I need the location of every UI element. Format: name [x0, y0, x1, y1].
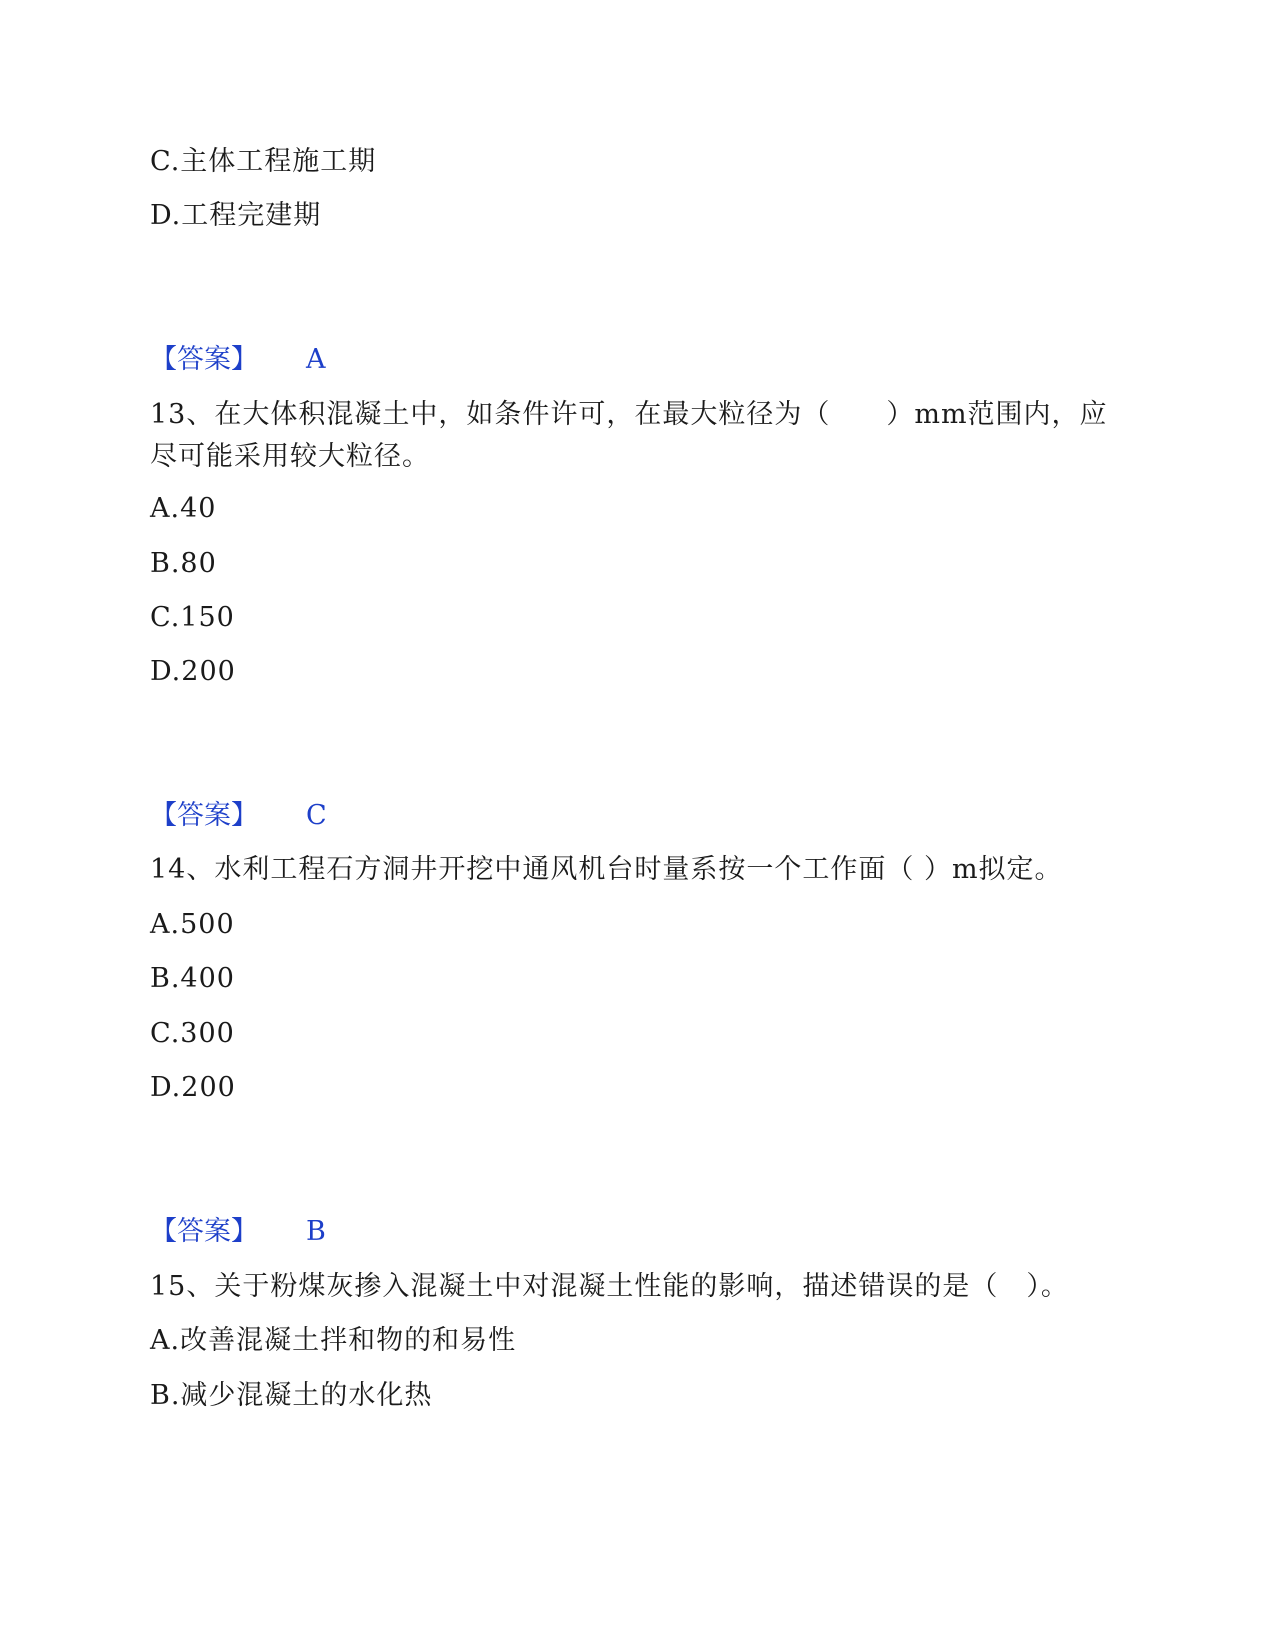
option-d: D.工程完建期: [150, 200, 322, 231]
answer-value: A: [306, 344, 326, 375]
q13-option-c: C.150: [150, 602, 235, 633]
q14-answer-line: [150, 1212, 326, 1252]
q13-option-d: D.200: [150, 656, 236, 687]
q15-option-b: B.减少混凝土的水化热: [150, 1380, 433, 1411]
answer-label: 【答案】: [150, 800, 258, 831]
question-13-stem: 13、在大体积混凝土中，如条件许可，在最大粒径为（ ）mm范围内，应尽可能采用较大粒径。: [150, 399, 1108, 472]
answer-line: [150, 340, 326, 380]
q14-option-b: B.400: [150, 963, 235, 994]
answer-label: 【答案】: [150, 1216, 258, 1247]
question-14-stem: 14、水利工程石方洞井开挖中通风机台时量系按一个工作面（ ）m拟定。: [150, 854, 1063, 885]
q13-answer-line: [150, 796, 327, 836]
question-15-stem: 15、关于粉煤灰掺入混凝土中对混凝土性能的影响，描述错误的是（ ）。: [150, 1271, 1069, 1302]
q13-option-a: A.40: [150, 493, 217, 524]
q14-option-d: D.200: [150, 1072, 236, 1103]
q14-option-a: A.500: [150, 909, 235, 940]
option-c: C.主体工程施工期: [150, 146, 377, 177]
answer-value: C: [306, 800, 327, 831]
answer-label: 【答案】: [150, 344, 258, 375]
q14-option-c: C.300: [150, 1018, 235, 1049]
answer-value: B: [306, 1216, 326, 1247]
q15-option-a: A.改善混凝土拌和物的和易性: [150, 1325, 517, 1356]
q13-option-b: B.80: [150, 548, 217, 579]
